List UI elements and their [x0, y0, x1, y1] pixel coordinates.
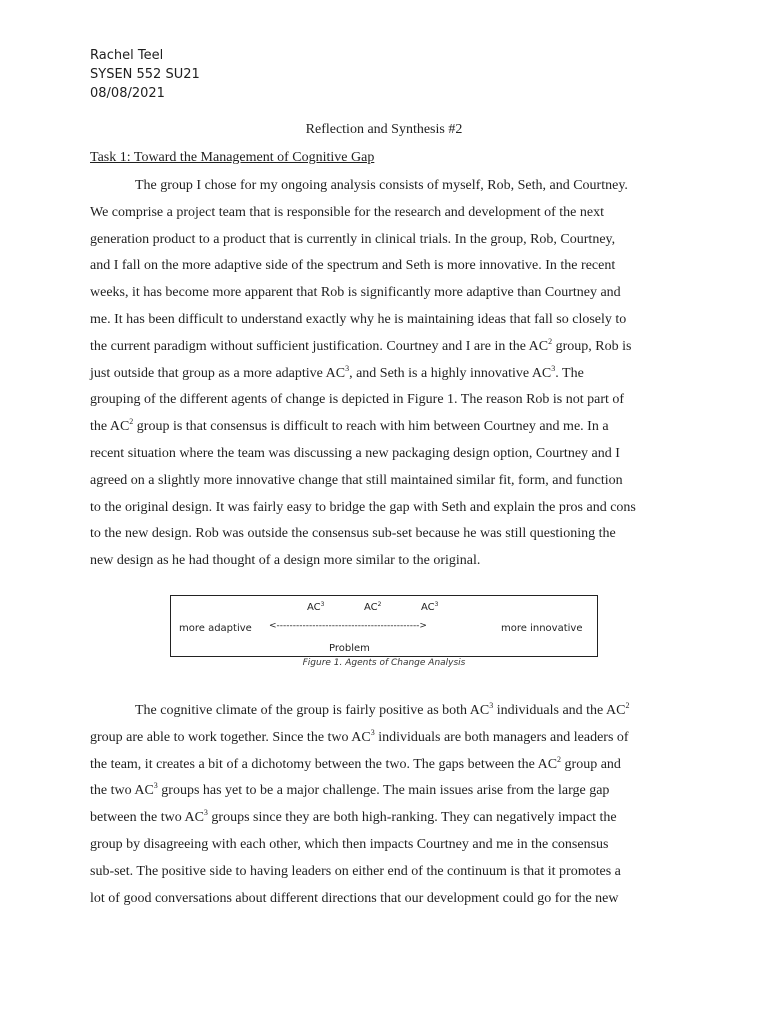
text-line: lot of good conversations about different directions that our development could go for the new	[90, 890, 619, 906]
document-header	[90, 46, 200, 103]
text-line: new design as he had thought of a design more similar to the original.	[90, 553, 481, 569]
text-line: just outside that group as a more adaptive $AC^3$, and Seth is a highly innovative $AC^3$. The	[90, 363, 584, 381]
figure-label-more-adaptive: more adaptive	[179, 623, 252, 634]
document-date: 08/08/2021	[90, 86, 165, 101]
text-line: agreed on a slightly more innovative change that still maintained similar fit, form, and function	[90, 472, 623, 488]
document-title: Reflection and Synthesis #2	[305, 122, 463, 137]
text-line: The cognitive climate of the group is fairly positive as both $AC^3$ individuals and the $AC^2$	[135, 701, 630, 718]
text-line: group by disagreeing with each other, which then impacts Courtney and me in the consensus	[90, 836, 609, 852]
text-line: The group I chose for my ongoing analysis consists of myself, Rob, Seth, and Courtney.	[135, 178, 628, 193]
paragraph-2	[90, 698, 680, 912]
text-line: the team, it creates a bit of a dichotomy between the two. The gaps between the $AC^2$ group and	[90, 754, 621, 772]
text-line: the $AC^2$ group is that consensus is difficult to reach with him between Courtney and me. In a	[90, 417, 609, 435]
text-line: generation product to a product that is currently in clinical trials. In the group, Rob, Courtney,	[90, 231, 616, 247]
figure-label-more-innovative: more innovative	[501, 623, 583, 634]
author-name: Rachel Teel	[90, 48, 164, 63]
text-line: sub-set. The positive side to having leaders on either end of the continuum is that it promotes a	[90, 863, 621, 879]
text-line: group are able to work together. Since the two $AC^3$ individuals are both managers and leaders of	[90, 727, 629, 745]
text-line: and I fall on the more adaptive side of the spectrum and Seth is more innovative. In the recent	[90, 258, 616, 274]
paragraph-1	[90, 173, 680, 575]
course-code: SYSEN 552 SU21	[90, 67, 200, 82]
agents-of-change-figure	[170, 595, 598, 657]
figure-arrow: <-------------------------------------------->	[269, 621, 427, 631]
task-heading: Task 1: Toward the Management of Cognitive Gap	[90, 150, 375, 165]
text-line: the two $AC^3$ groups has yet to be a major challenge. The main issues arise from the large gap	[90, 781, 610, 799]
figure-label-ac3-right: $AC^3$	[421, 601, 439, 613]
figure-label-ac3-left: $AC^3$	[307, 601, 325, 613]
text-line: weeks, it has become more apparent that Rob is significantly more adaptive than Courtney and	[90, 285, 621, 301]
text-line: between the two $AC^3$ groups since they are both high-ranking. They can negatively impact the	[90, 808, 617, 826]
text-line: me. It has been difficult to understand exactly why he is maintaining ideas that fall so closely to	[90, 311, 627, 327]
text-line: to the original design. It was fairly easy to bridge the gap with Seth and explain the pros and cons	[90, 499, 636, 515]
text-line: grouping of the different agents of change is depicted in Figure 1. The reason Rob is not part of	[90, 392, 625, 408]
text-line: the current paradigm without sufficient justification. Courtney and I are in the $AC^2$ group, Rob is	[90, 336, 632, 354]
text-line: to the new design. Rob was outside the consensus sub-set because he was still questioning the	[90, 526, 616, 542]
text-line: We comprise a project team that is responsible for the research and development of the next	[90, 204, 604, 220]
text-line: recent situation where the team was discussing a new packaging design option, Courtney and I	[90, 445, 620, 461]
figure-label-problem: Problem	[329, 643, 370, 654]
figure-label-ac2: $AC^2$	[364, 601, 382, 613]
figure-caption: Figure 1. Agents of Change Analysis	[302, 658, 466, 668]
